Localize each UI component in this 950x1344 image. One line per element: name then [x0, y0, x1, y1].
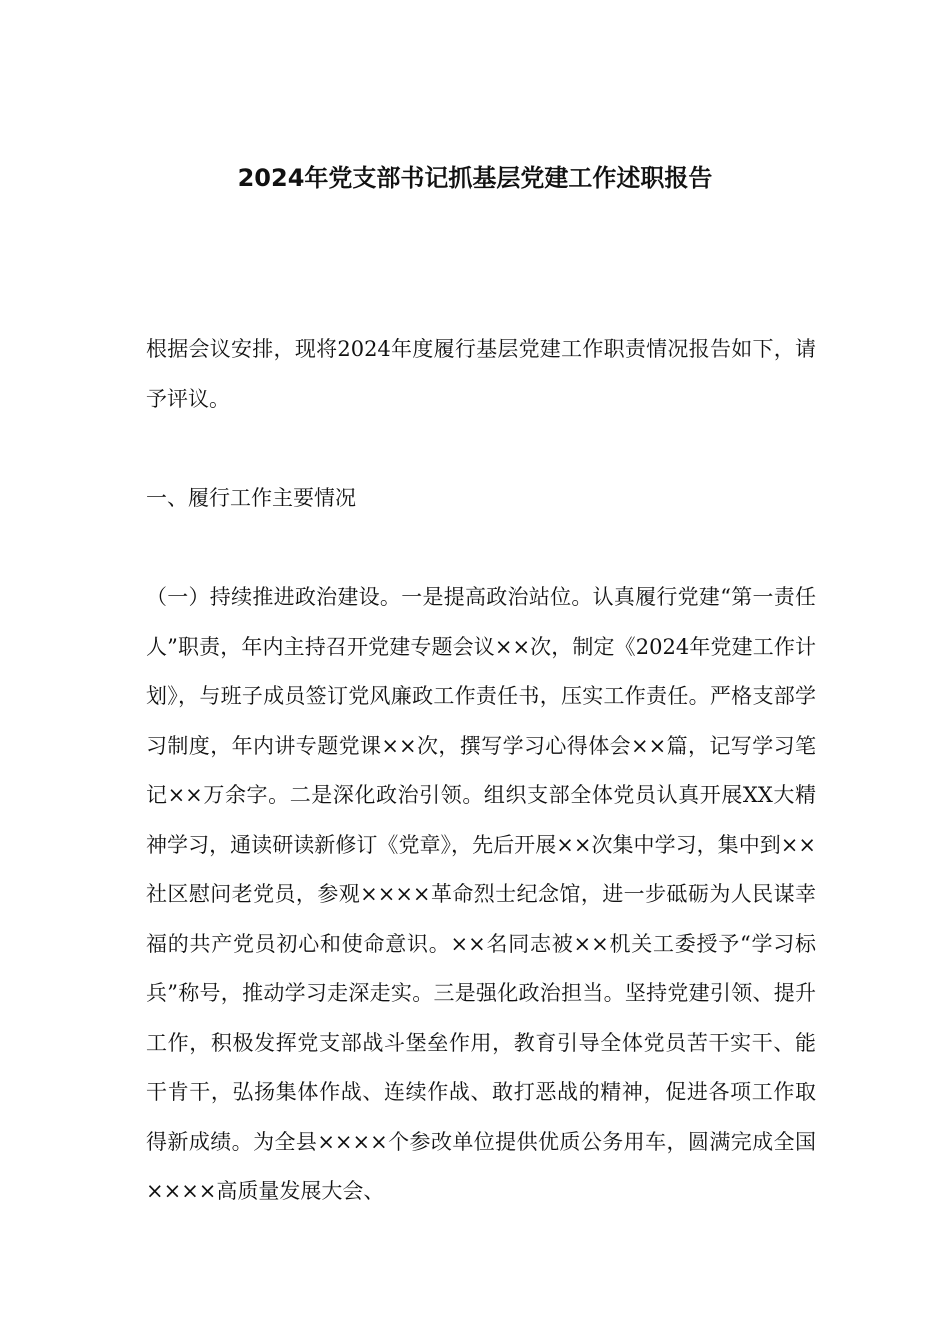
section-heading: 一、履行工作主要情况	[146, 486, 356, 510]
intro-paragraph: 根据会议安排，现将2024年度履行基层党建工作职责情况报告如下，请予评议。	[146, 337, 816, 411]
body-paragraph: （一）持续推进政治建设。一是提高政治站位。认真履行党建“第一责任人”职责，年内主持召开党建专题会议××次，制定《2024年党建工作计划》，与班子成员签订党风廉政工作责任书，压实工作责任。严格支部学习制度，年内讲专题党课××次，撰写学习心得体会××篇，记写学习笔记××万余字。二是深化政治引领。组织支部全体党员认真开展XX大精神学习，通读研读新修订《党章》，先后开展××次集中学习，集中到××社区慰问老党员，参观××××革命烈士纪念馆，进一步砥砺为人民谋幸福的共产党员初心和使命意识。××名同志被××机关工委授予“学习标兵”称号，推动学习走深走实。三是强化政治担当。坚持党建引领、提升工作，积极发挥党支部战斗堡垒作用，教育引导全体党员苦干实干、能干肯干，弘扬集体作战、连续作战、敢打恶战的精神，促进各项工作取得新成绩。为全县××××个参改单位提供优质公务用车，圆满完成全国××××高质量发展大会、	[146, 585, 816, 1203]
document-title: 2024年党支部书记抓基层党建工作述职报告	[237, 164, 713, 192]
